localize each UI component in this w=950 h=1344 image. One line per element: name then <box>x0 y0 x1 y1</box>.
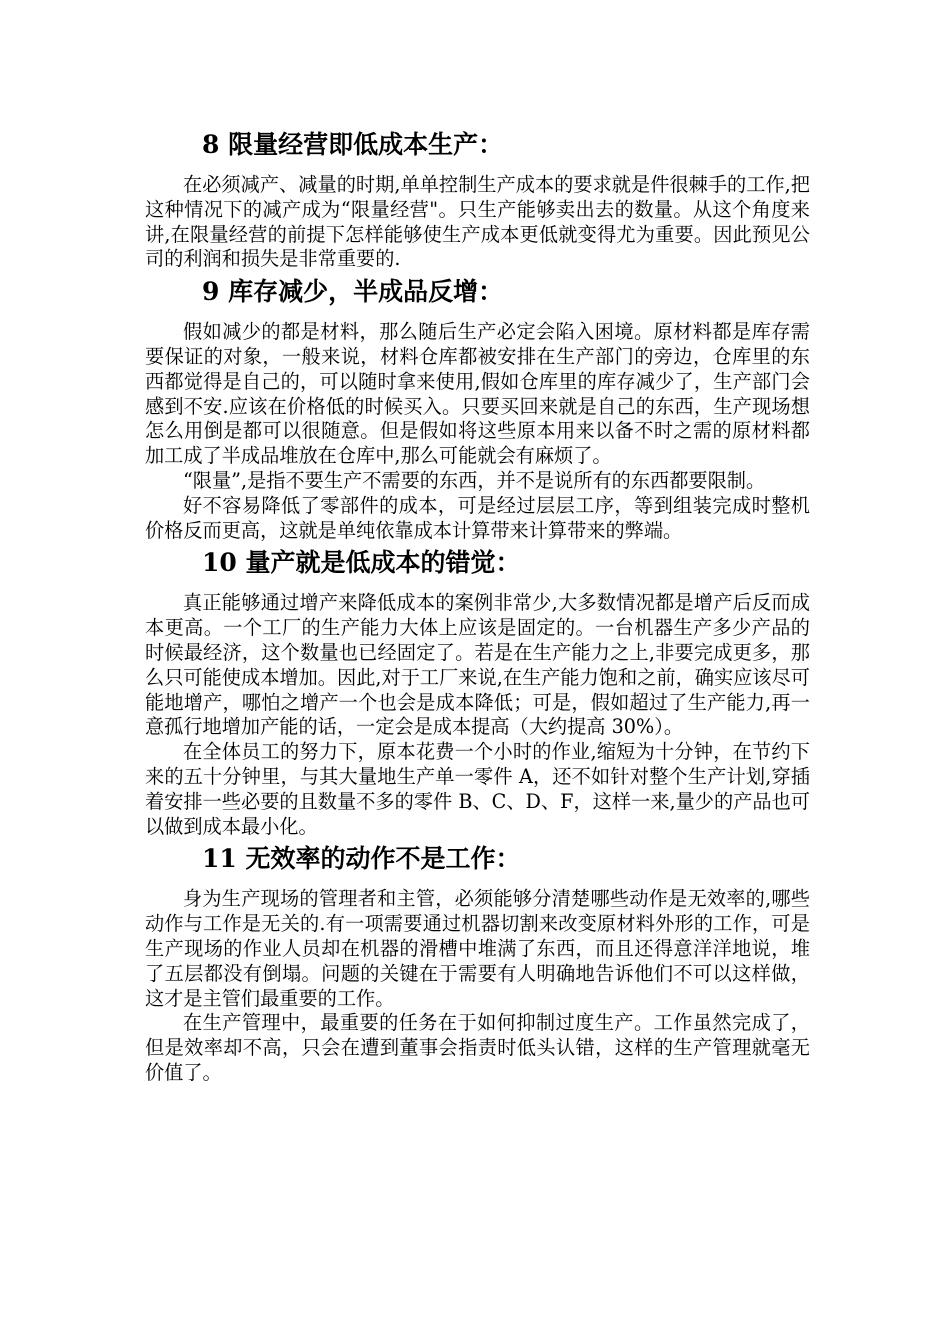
section-heading-10: 10 量产就是低成本的错觉： <box>202 548 521 578</box>
section-heading-8: 8 限量经营即低成本生产： <box>202 130 504 159</box>
section-11-paragraph-2: 在生产管理中，最重要的任务在于如何抑制过度生产。工作虽然完成了，但是效率却不高，只会在遭到董事会指责时低头认错，这样的生产管理就毫无价值了。 <box>145 1011 810 1084</box>
document-body <box>145 127 810 1086</box>
section-8-paragraph-1: 在必须减产、减量的时期,单单控制生产成本的要求就是件很棘手的工作,把这种情况下的减产成为“限量经营"。只生产能够卖出去的数量。从这个角度来讲,在限量经营的前提下怎样能够使生产成本更低就变得尤为重要。因此预见公司的利润和损失是非常重要的. <box>145 173 810 271</box>
section-heading-11: 11 无效率的动作不是工作： <box>202 844 521 874</box>
section-9-paragraph-1: 假如减少的都是材料，那么随后生产必定会陷入困境。原材料都是库存需要保证的对象，一般来说，材料仓库都被安排在生产部门的旁边，仓库里的东西都觉得是自己的，可以随时拿来使用,假如仓库里的库存减少了，生产部门会感到不安.应该在价格低的时候买入。只要买回来就是自己的东西，生产现场想怎么用倒是都可以很随意。但是假如将这些原本用来以备不时之需的原材料都加工成了半成品堆放在仓库中,那么可能就会有麻烦了。 <box>145 320 810 468</box>
section-10-paragraph-1: 真正能够通过增产来降低成本的案例非常少,大多数情况都是增产后反而成本更高。一个工厂的生产能力大体上应该是固定的。一台机器生产多少产品的时候最经济，这个数量也已经固定了。若是在生产能力之上,非要完成更多，那么只可能使成本增加。因此,对于工厂来说,在生产能力饱和之前，确实应该尽可能地增产，哪怕之增产一个也会是成本降低；可是，假如超过了生产能力,再一意孤行地增加产能的话，一定会是成本提高（大约提高 30%）。 <box>145 591 810 739</box>
section-9-paragraph-2: “限量”,是指不要生产不需要的东西，并不是说所有的东西都要限制。 <box>183 468 766 492</box>
section-heading-9: 9 库存减少，半成品反增： <box>202 277 504 307</box>
section-10-paragraph-2: 在全体员工的努力下，原本花费一个小时的作业,缩短为十分钟，在节约下来的五十分钟里，与其大量地生产单一零件 A，还不如针对整个生产计划,穿插着安排一些必要的且数量不多的零件 B、C、D、F，这样一来,量少的产品也可以做到成本最小化。 <box>145 740 810 838</box>
section-9-paragraph-3: 好不容易降低了零部件的成本，可是经过层层工序，等到组装完成时整机价格反而更高，这就是单纯依靠成本计算带来计算带来的弊端。 <box>145 493 810 542</box>
section-11-paragraph-1: 身为生产现场的管理者和主管，必须能够分清楚哪些动作是无效率的,哪些动作与工作是无关的.有一项需要通过机器切割来改变原材料外形的工作，可是生产现场的作业人员却在机器的滑槽中堆满了东西，而且还得意洋洋地说，堆了五层都没有倒塌。问题的关键在于需要有人明确地告诉他们不可以这样做，这才是主管们最重要的工作。 <box>145 887 810 1010</box>
